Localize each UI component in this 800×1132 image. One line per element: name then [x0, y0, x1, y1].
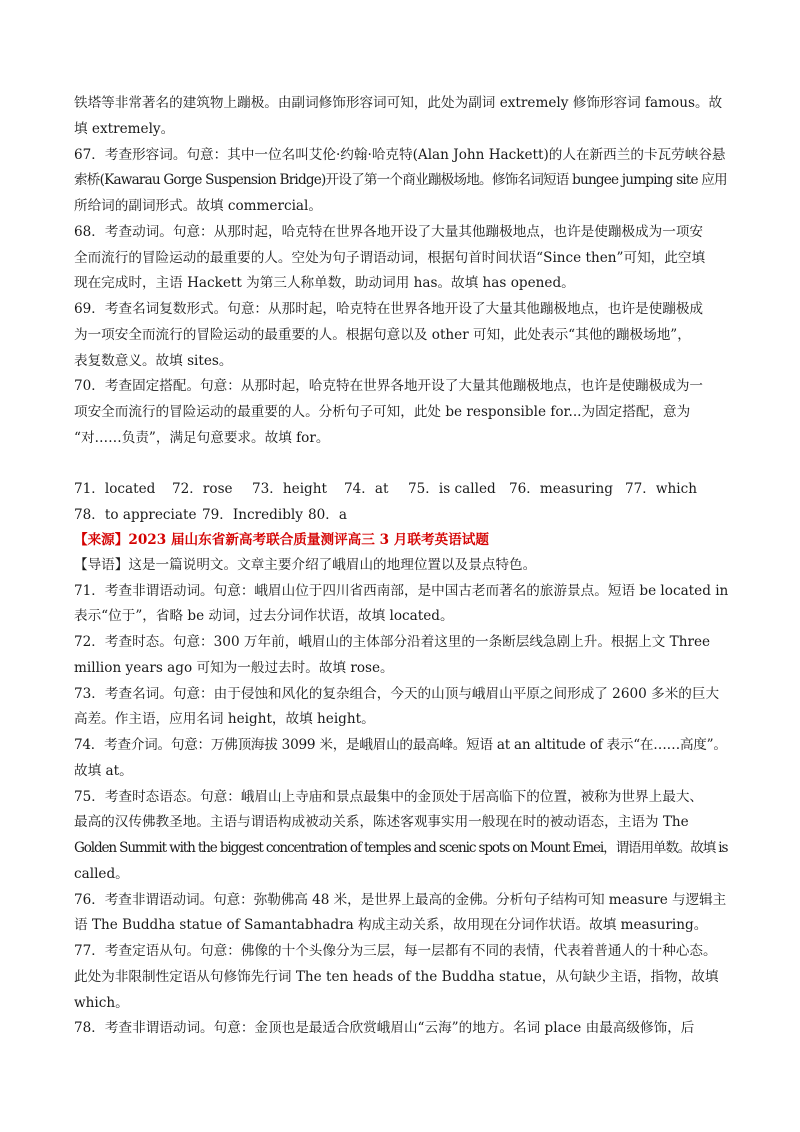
- text-line: 72．考查时态。句意：300 万年前，峨眉山的主体部分沿着这里的一条断层线急剧上升。根据上文 Three: [74, 634, 711, 650]
- text-line: “对……负责”，满足句意要求。故填 for。: [74, 430, 330, 446]
- text-line: 高差。作主语，应用名词 height，故填 height。: [74, 711, 375, 727]
- text-line: which。: [74, 995, 129, 1011]
- text-line: 表复数意义。故填 sites。: [74, 353, 233, 369]
- text-line: 76．考查非谓语动词。句意：弥勒佛高 48 米，是世界上最高的金佛。分析句子结构可知 measure 与逻辑主: [74, 892, 727, 908]
- text-line: 此处为非限制性定语从句修饰先行词 The ten heads of the Buddha statue，从句缺少主语，指物，故填: [74, 969, 719, 985]
- answer-item: 80．a: [308, 507, 347, 523]
- text-line: 填 extremely。: [74, 121, 175, 137]
- text-line: called。: [74, 866, 129, 882]
- answer-item: 72．rose: [172, 481, 233, 497]
- answer-key-row: [74, 504, 347, 526]
- text-line: 为一项安全而流行的冒险运动的最重要的人。根据句意以及 other 可知，此处表示“其他的蹦极场地”，: [74, 327, 691, 343]
- text-line: 铁塔等非常著名的建筑物上蹦极。由副词修饰形容词可知，此处为副词 extremely 修饰形容词 famous。故: [74, 95, 723, 111]
- text-line: 68．考查动词。句意：从那时起，哈克特在世界各地开设了大量其他蹦极地点，也许是使蹦极成为一项安: [74, 224, 704, 240]
- source-heading: 【来源】2023 届山东省新高考联合质量测评高三 3 月联考英语试题: [74, 532, 489, 548]
- text-line: 70．考查固定搭配。句意：从那时起，哈克特在世界各地开设了大量其他蹦极地点，也许是使蹦极成为一: [74, 378, 704, 394]
- text-line: 最高的汉传佛教圣地。主语与谓语构成被动关系，陈述客观事实用一般现在时的被动语态，主语为 The: [74, 814, 689, 830]
- text-line: 77．考查定语从句。句意：佛像的十个头像分为三层，每一层都有不同的表情，代表着普通人的十种心态。: [74, 943, 717, 959]
- text-line: 所给词的副词形式。故填 commercial。: [74, 198, 322, 214]
- answer-item: 78．to appreciate: [74, 507, 197, 523]
- answer-item: 77．which: [625, 481, 697, 497]
- answer-key-row: [74, 478, 697, 500]
- text-line: 全而流行的冒险运动的最重要的人。空处为句子谓语动词，根据句首时间状语“Since then”可知，此空填: [74, 250, 706, 266]
- text-line: 75．考查时态语态。句意：峨眉山上寺庙和景点最集中的金顶处于居高临下的位置，被称为世界上最大、: [74, 789, 704, 805]
- text-line: 78．考查非谓语动词。句意：金顶也是最适合欣赏峨眉山“云海”的地方。名词 place 由最高级修饰，后: [74, 1020, 695, 1036]
- text-line: 73．考查名词。句意：由于侵蚀和风化的复杂组合，今天的山顶与峨眉山平原之间形成了 2600 多米的巨大: [74, 686, 720, 702]
- answer-item: 74．at: [344, 481, 389, 497]
- text-line: 74．考查介词。句意：万佛顶海拔 3099 米，是峨眉山的最高峰。短语 at an altitude of 表示“在……高度”。: [74, 737, 727, 753]
- answer-item: 73．height: [252, 481, 327, 497]
- text-line: 项安全而流行的冒险运动的最重要的人。分析句子可知，此处 be responsible for...为固定搭配，意为: [74, 404, 691, 420]
- answer-item: 75．is called: [408, 481, 496, 497]
- text-line: 71．考查非谓语动词。句意：峨眉山位于四川省西南部，是中国古老而著名的旅游景点。短语 be located in: [74, 583, 729, 599]
- text-line: 表示“位于”，省略 be 动词，过去分词作状语，故填 located。: [74, 608, 454, 624]
- answer-item: 79．Incredibly: [202, 507, 303, 523]
- text-line: 故填 at。: [74, 763, 133, 779]
- text-line: 67．考查形容词。句意：其中一位名叫艾伦·约翰·哈克特(Alan John Hackett)的人在新西兰的卡瓦劳峡谷悬: [74, 147, 726, 163]
- text-line: 69．考查名词复数形式。句意：从那时起，哈克特在世界各地开设了大量其他蹦极地点，也许是使蹦极成: [74, 301, 704, 317]
- text-line: 语 The Buddha statue of Samantabhadra 构成主动关系，故用现在分词作状语。故填 measuring。: [74, 917, 708, 933]
- text-line: Golden Summit with the biggest concentration of temples and scenic spots on Mount Emei，谓语用单数。故填 is: [74, 840, 728, 856]
- answer-item: 71．located: [74, 481, 156, 497]
- answer-item: 76．measuring: [509, 481, 613, 497]
- text-line: 索桥(Kawarau Gorge Suspension Bridge)开设了第一个商业蹦极场地。修饰名词短语 bungee jumping site 应用: [74, 172, 727, 188]
- text-line: 现在完成时，主语 Hackett 为第三人称单数，助动词用 has。故填 has opened。: [74, 275, 575, 291]
- guide-line: 【导语】这是一篇说明文。文章主要介绍了峨眉山的地理位置以及景点特色。: [74, 557, 537, 573]
- text-line: million years ago 可知为一般过去时。故填 rose。: [74, 660, 394, 676]
